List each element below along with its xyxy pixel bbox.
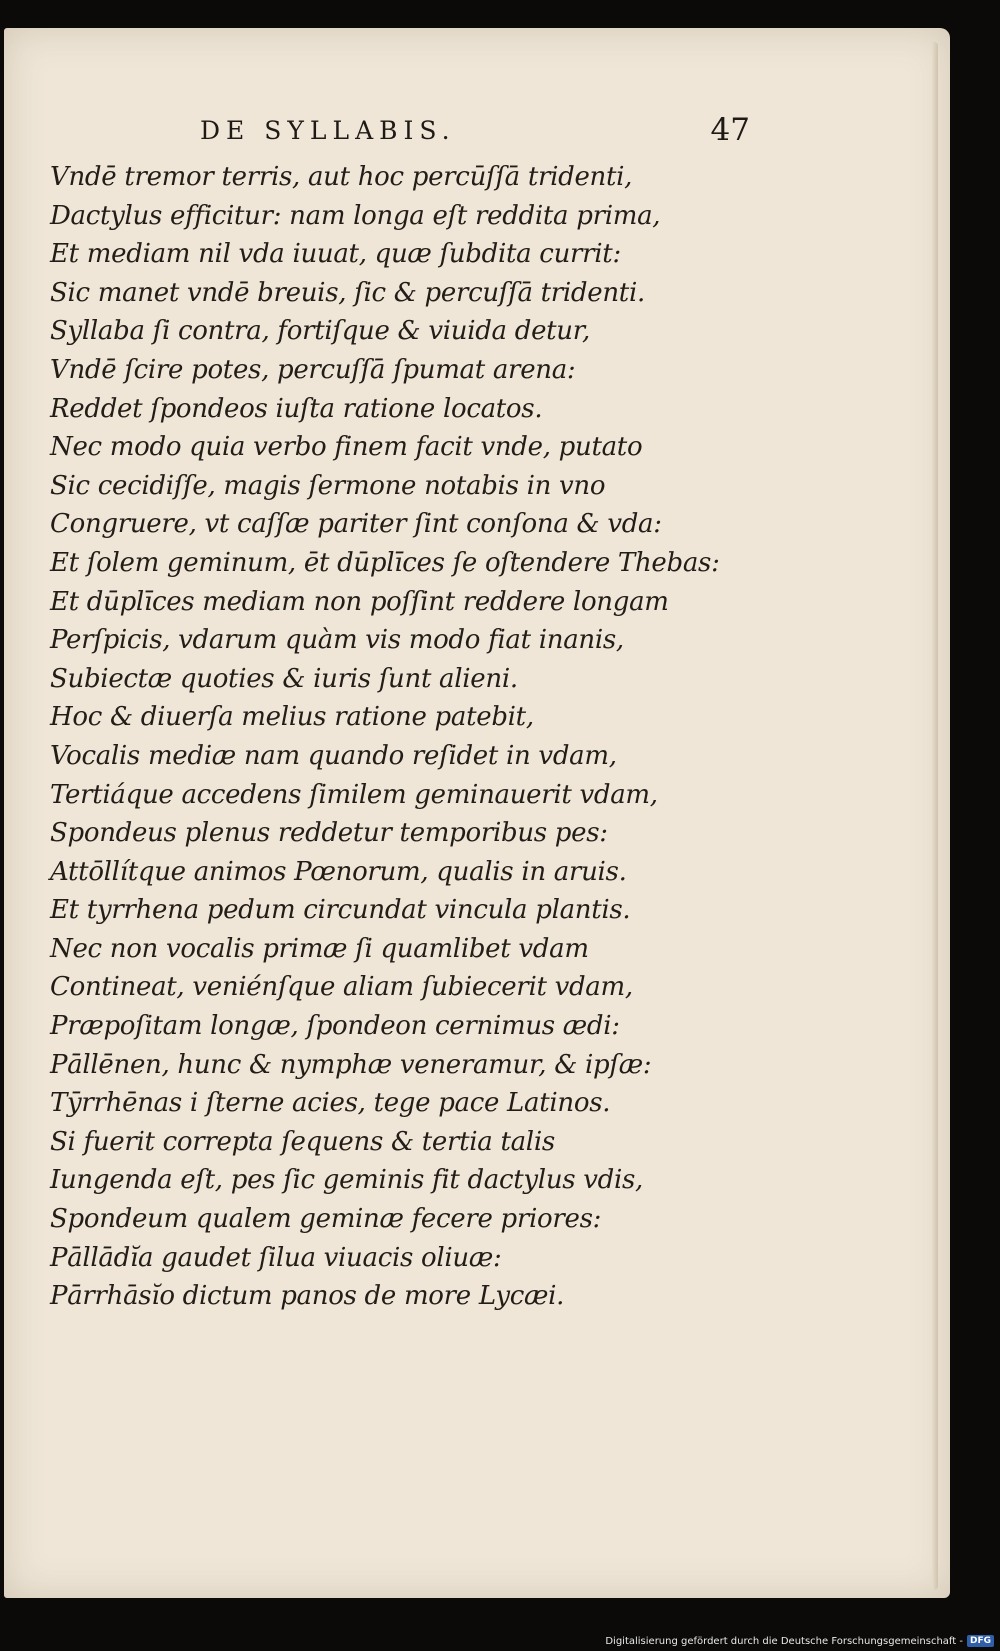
credit-text: Digitalisierung gefördert durch die Deutsche Forschungsgemeinschaft -	[605, 1635, 963, 1647]
verse-line: Hoc & diuerſa melius ratione patebit,	[50, 702, 534, 733]
verse-line: Pāllādĭa gaudet ſilua viuacis oliuæ:	[50, 1242, 502, 1273]
running-title: DE SYLLABIS.	[200, 116, 456, 145]
digitization-credit	[605, 1632, 994, 1650]
verse-line: Vndē ſcire potes, percuſſā ſpumat arena:	[50, 354, 576, 385]
page-number: 47	[710, 112, 750, 148]
verse-line: Subiectæ quoties & iuris ſunt alieni.	[50, 663, 518, 694]
verse-line: Nec modo quia verbo finem facit vnde, putato	[50, 432, 643, 463]
verse-line: Et mediam nil vda iuuat, quæ ſubdita currit:	[50, 239, 621, 270]
verse-list	[50, 158, 870, 1316]
verse-line: Si fuerit correpta ſequens & tertia talis	[50, 1126, 555, 1157]
verse-line: Iungenda eſt, pes ſic geminis fit dactylus vdis,	[50, 1165, 644, 1196]
verse-line: Nec non vocalis primæ ſi quamlibet vdam	[50, 933, 589, 964]
verse-line: Syllaba ſi contra, fortiſque & viuida detur,	[50, 316, 590, 347]
verse-line: Et dūplīces mediam non poſſint reddere longam	[50, 586, 669, 617]
verse-line: Vndē tremor terris, aut hoc percūſſā tridenti,	[50, 162, 633, 192]
verse-line: Attōllítque animos Pœnorum, qualis in aruis.	[50, 856, 627, 887]
verse-line: Spondeus plenus reddetur temporibus pes:	[50, 818, 608, 849]
verse-line: Et tyrrhena pedum circundat vincula plantis.	[50, 895, 631, 926]
verse-line: Sic manet vndē breuis, ſic & percuſſā tridenti.	[50, 277, 645, 308]
verse-line: Sic cecidiſſe, magis ſermone notabis in vno	[50, 470, 606, 501]
verse-line: Præpoſitam longæ, ſpondeon cernimus ædi:	[50, 1011, 620, 1042]
verse-line: Spondeum qualem geminæ fecere priores:	[50, 1204, 602, 1235]
verse-line: Tertiáque accedens ſimilem geminauerit vdam,	[50, 779, 658, 810]
page-edge	[932, 42, 938, 1590]
verse-line: Et ſolem geminum, ēt dūplīces ſe oſtendere Thebas:	[50, 547, 720, 578]
dfg-logo: DFG	[967, 1635, 994, 1647]
verse-line: Dactylus efficitur: nam longa eſt reddita prima,	[50, 200, 661, 231]
verse-line: Congruere, vt caſſæ pariter ſint conſona & vda:	[50, 509, 662, 540]
verse-line: Tȳrrhēnas i ſterne acies, tege pace Latinos.	[50, 1088, 611, 1119]
verse-line: Pāllēnen, hunc & nymphæ veneramur, & ipſæ:	[50, 1049, 652, 1080]
page-header	[200, 108, 760, 158]
verse-line: Contineat, veniénſque aliam ſubiecerit vdam,	[50, 972, 633, 1003]
verse-line: Pārrhāsĭo dictum panos de more Lycæi.	[50, 1281, 565, 1312]
verse-line: Perſpicis, vdarum quàm vis modo fiat inanis,	[50, 625, 624, 656]
verse-line: Reddet ſpondeos iuſta ratione locatos.	[50, 393, 543, 424]
verse-line: Vocalis mediæ nam quando reſidet in vdam,	[50, 740, 617, 771]
